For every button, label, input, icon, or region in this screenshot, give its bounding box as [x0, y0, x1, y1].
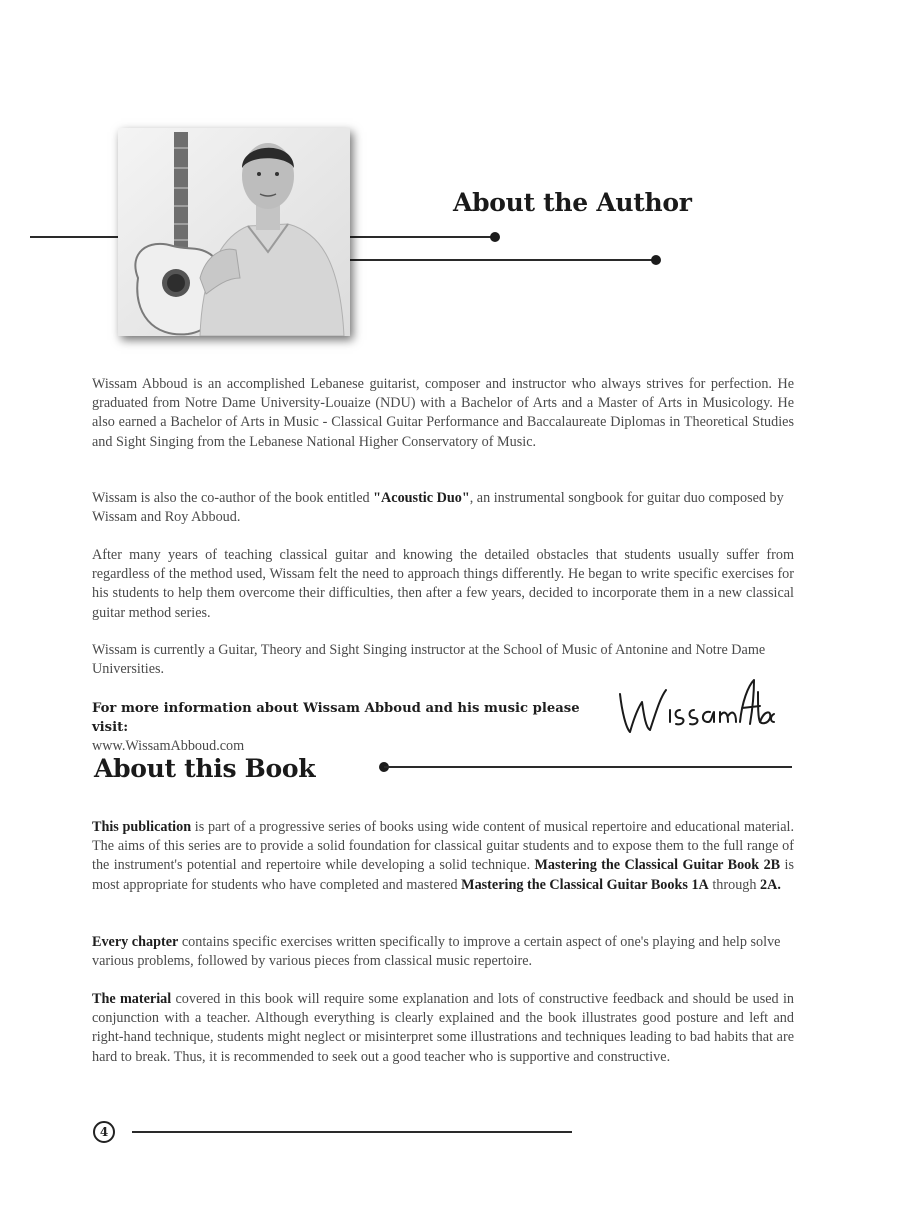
author-rule-left [30, 236, 118, 238]
author-signature [614, 672, 782, 744]
material-lead: The material [92, 991, 172, 1007]
current-position-paragraph: Wissam is currently a Guitar, Theory and Sight Singing instructor at the School of Music of Antonine and Notre Dame Universities. [92, 642, 766, 678]
coauthor-paragraph [92, 489, 794, 527]
author-rule-lower-dot [651, 255, 661, 265]
book-rule [384, 766, 792, 768]
website-link[interactable]: www.WissamAbboud.com [92, 738, 245, 755]
publication-text-1: is part of a progressive series of books using wide content of musical repertoire and educational material. The aims of this series are to provide a solid foundation for classical guitar students and to expose them to the full range of the instrument's potential and repertoire while developing a solid technique. [92, 819, 794, 874]
publication-text-2: is most appropriate for students who have completed and mastered [92, 857, 794, 893]
publication-text-3: through [708, 876, 761, 893]
book-paragraph-material [92, 990, 794, 1067]
books-1a-title: Mastering the Classical Guitar Books 1A [461, 876, 709, 893]
book-paragraph-publication [92, 818, 794, 895]
author-rule-upper [350, 236, 496, 238]
author-photo-illustration [118, 128, 350, 336]
coauthor-text-end: , an instrumental songbook for guitar duo composed by Wissam and Roy Abboud. [92, 490, 784, 526]
book-paragraph-chapters [92, 933, 794, 971]
author-heading: About the Author [453, 188, 692, 217]
book-2a-title: 2A. [760, 876, 781, 893]
coauthor-book-title: "Acoustic Duo" [373, 490, 470, 506]
chapters-text: contains specific exercises written specifically to improve a certain aspect of one's playing and help solve various problems, followed by various pieces from classical music repertoire. [92, 934, 781, 970]
author-rule-upper-dot [490, 232, 500, 242]
more-info-label: For more information about Wissam Abboud and his music please visit: [92, 701, 580, 736]
material-text: covered in this book will require some explanation and lots of constructive feedback and should be used in conjunction with a teacher. Although everything is clearly explained and the book illustrates good posture and left and right-hand technique, students might neglect or misinterpret some illustrations and techniques leading to bad habits that are hard to break. Thus, it is recommended to seek out a good teacher who is supportive and constructive. [92, 991, 794, 1065]
book-2b-title: Mastering the Classical Guitar Book 2B [534, 857, 781, 874]
more-info-paragraph [92, 699, 612, 757]
author-photo [118, 128, 350, 336]
author-rule-lower [350, 259, 656, 261]
author-bio-paragraph: Wissam Abboud is an accomplished Lebanese guitarist, composer and instructor who always strives for perfection. He graduated from Notre Dame University-Louaize (NDU) with a Bachelor of Arts and a Master of Arts in Musicology. He also earned a Bachelor of Arts in Music - Classical Guitar Performance and Baccalaureate Diplomas in Theoretical Studies and Sight Singing from the Lebanese National Higher Conservatory of Music. [92, 376, 794, 450]
chapters-lead: Every chapter [92, 934, 179, 950]
publication-lead: This publication [92, 819, 192, 835]
footer-rule [132, 1131, 572, 1133]
teaching-paragraph: After many years of teaching classical guitar and knowing the detailed obstacles that students usually suffer from regardless of the method used, Wissam felt the need to approach things differently. He began to write specific exercises for his students to help them overcome their difficulties, then after a few years, decided to incorporate them in a new classical guitar method series. [92, 547, 794, 621]
coauthor-text-start: Wissam is also the co-author of the book entitled [92, 490, 374, 506]
book-heading: About this Book [94, 754, 316, 783]
page-number: 4 [93, 1121, 115, 1143]
